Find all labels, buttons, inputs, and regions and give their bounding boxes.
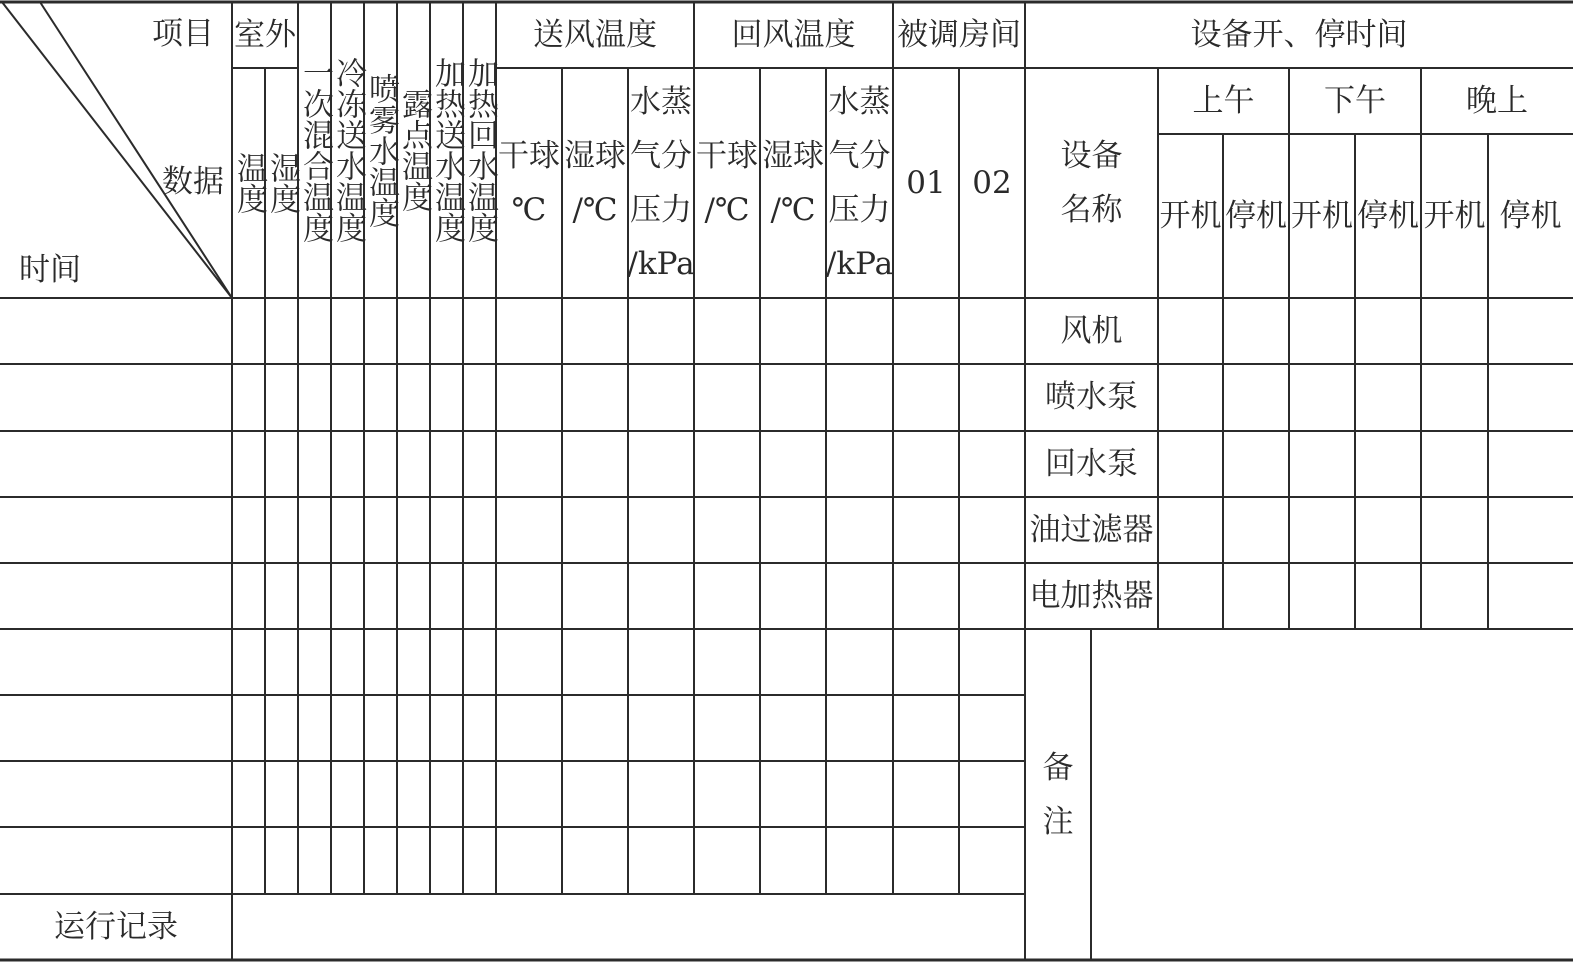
header-outdoor: 室外 bbox=[234, 16, 296, 53]
diag-label-project: 项目 bbox=[152, 15, 214, 52]
header-supply-air-temp: 送风温度 bbox=[533, 16, 657, 53]
header-return-wet-bulb: 湿球 /℃ bbox=[762, 138, 824, 228]
header-return-air-temp: 回风温度 bbox=[731, 16, 856, 53]
equipment-name: 风机 bbox=[1060, 312, 1123, 349]
header-evening: 晚上 bbox=[1466, 82, 1528, 119]
header-equip-times: 设备开、停时间 bbox=[1190, 16, 1408, 53]
run-record-label: 运行记录 bbox=[54, 908, 178, 945]
equipment-name: 回水泵 bbox=[1045, 445, 1138, 482]
header-supply-wet-bulb: 湿球 /℃ bbox=[564, 138, 626, 228]
header-outdoor-hum: 湿度 bbox=[264, 152, 300, 214]
diag-label-time: 时间 bbox=[19, 251, 81, 288]
header-room: 被调房间 bbox=[897, 16, 1021, 53]
header-return-vapor-pressure: 水蒸 气分 压力 /kPa bbox=[825, 84, 894, 282]
header-spray-water-temp: 喷雾水温度 bbox=[363, 72, 399, 228]
header-return-dry-bulb: 干球 /℃ bbox=[696, 138, 758, 228]
header-heat-supply-temp: 加热送水温度 bbox=[429, 57, 465, 243]
equipment-name: 喷水泵 bbox=[1045, 379, 1138, 415]
header-afternoon-on: 开机 bbox=[1291, 197, 1353, 234]
header-morning-on: 开机 bbox=[1159, 197, 1222, 234]
equipment-name: 电加热器 bbox=[1029, 577, 1154, 614]
header-equip-name: 设备 名称 bbox=[1060, 138, 1123, 228]
header-heat-return-temp: 加热回水温度 bbox=[462, 57, 498, 243]
header-room-02: 02 bbox=[972, 164, 1012, 201]
header-outdoor-temp: 温度 bbox=[231, 152, 267, 214]
header-dew-point-temp: 露点温度 bbox=[396, 88, 432, 212]
header-chilled-supply-temp: 冷冻送水温度 bbox=[330, 57, 366, 243]
header-morning: 上午 bbox=[1192, 82, 1255, 119]
header-room-01: 01 bbox=[906, 164, 946, 201]
header-supply-vapor-pressure: 水蒸 气分 压力 /kPa bbox=[627, 84, 695, 282]
header-morning-off: 停机 bbox=[1225, 197, 1287, 234]
diag-label-data: 数据 bbox=[162, 163, 224, 200]
header-afternoon: 下午 bbox=[1324, 82, 1386, 119]
equipment-name: 油过滤器 bbox=[1029, 511, 1154, 548]
header-evening-off: 停机 bbox=[1499, 197, 1562, 234]
header-evening-on: 开机 bbox=[1423, 197, 1486, 234]
header-primary-mix-temp: 一次混合温度 bbox=[297, 57, 333, 243]
remarks-label: 备 注 bbox=[1042, 749, 1074, 840]
header-afternoon-off: 停机 bbox=[1357, 197, 1419, 234]
header-supply-dry-bulb: 干球 ℃ bbox=[498, 138, 560, 228]
